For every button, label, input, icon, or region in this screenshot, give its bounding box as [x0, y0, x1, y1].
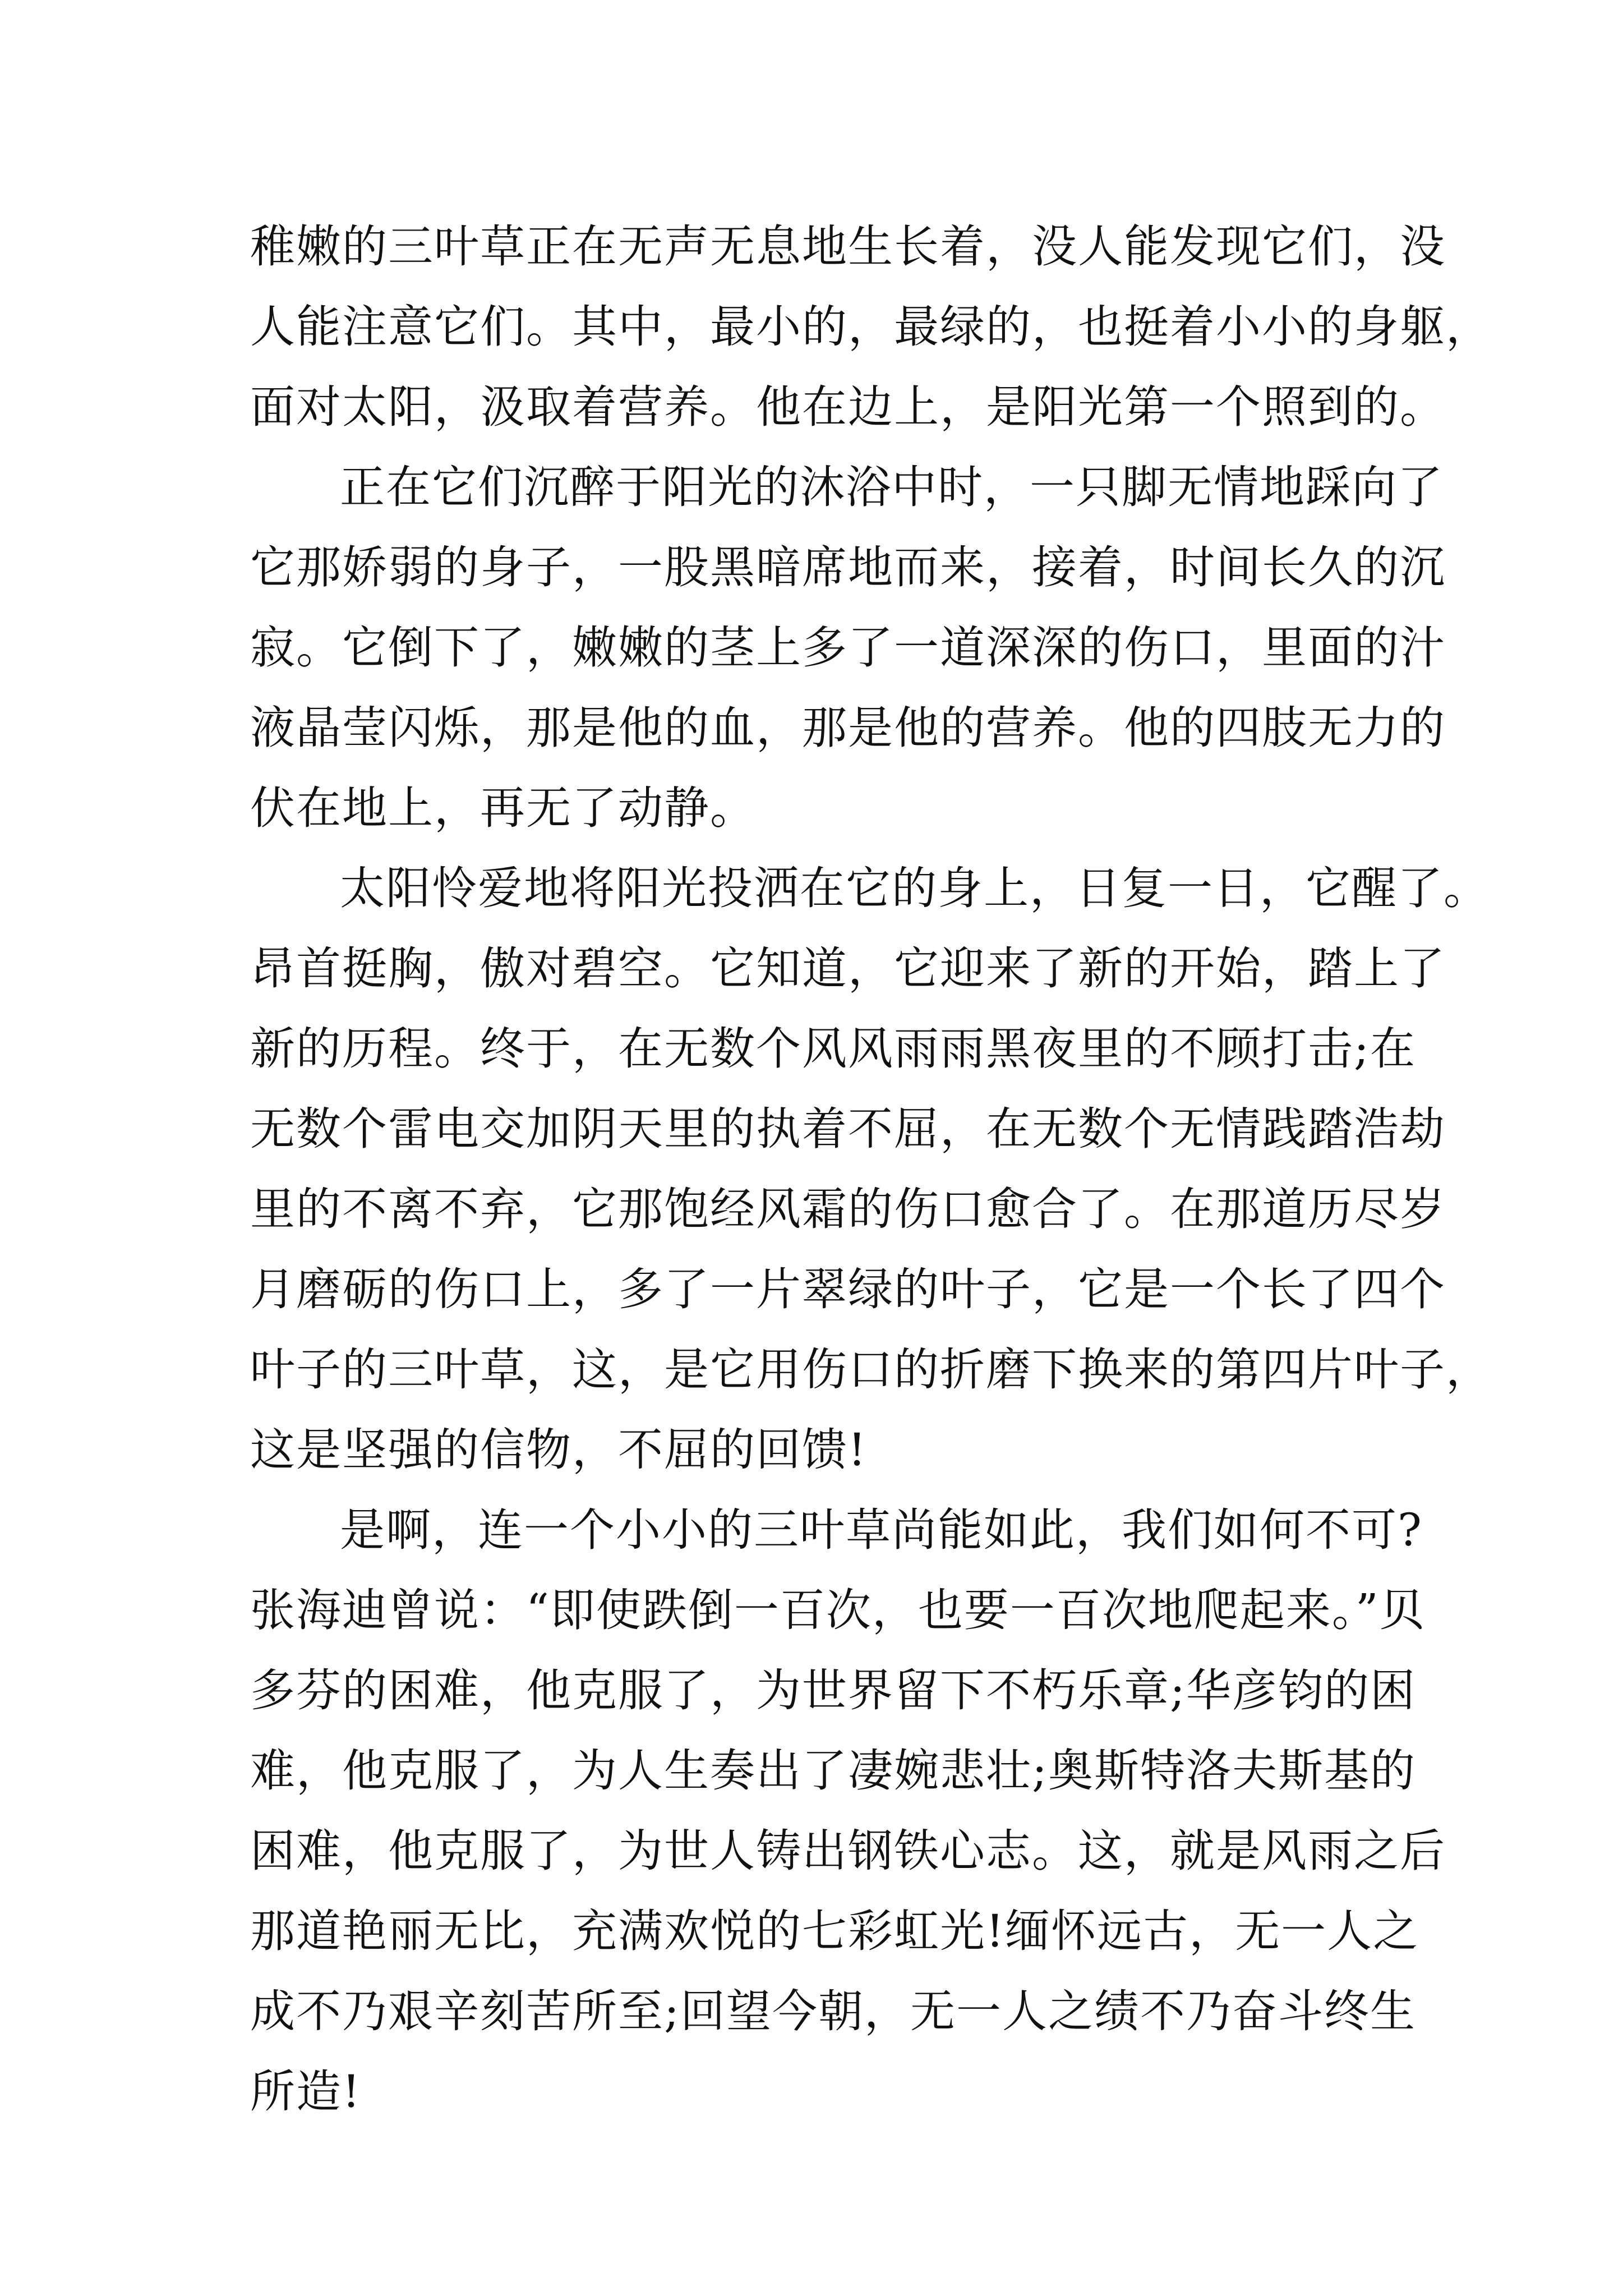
document-body	[250, 206, 1492, 2132]
paragraph-1	[250, 206, 1492, 447]
text-line: 伏在地上，再无了动静。	[250, 782, 756, 834]
text-line: 昂首挺胸，傲对碧空。它知道，它迎来了新的开始，踏上了	[250, 942, 1446, 995]
paragraph-2	[250, 447, 1446, 848]
text-line: 难，他克服了，为人生奏出了凄婉悲壮;奥斯特洛夫斯基的	[250, 1745, 1416, 1797]
text-line: 面对太阳，汲取着营养。他在边上，是阳光第一个照到的。	[250, 381, 1446, 433]
text-line: 稚嫩的三叶草正在无声无息地生长着，没人能发现它们，没	[250, 220, 1446, 273]
text-line: 所造!	[250, 2065, 362, 2118]
text-line: 里的不离不弃，它那饱经风霜的伤口愈合了。在那道历尽岁	[250, 1183, 1446, 1235]
text-line: 那道艳丽无比，充满欢悦的七彩虹光!缅怀远古，无一人之	[250, 1905, 1419, 1957]
text-line: 这是坚强的信物，不屈的回馈!	[250, 1424, 868, 1476]
text-line: 正在它们沉醉于阳光的沐浴中时，一只脚无情地踩向了	[340, 461, 1444, 513]
text-line: 是啊，连一个小小的三叶草尚能如此，我们如何不可?	[340, 1504, 1423, 1556]
text-line: 月磨砺的伤口上，多了一片翠绿的叶子，它是一个长了四个	[250, 1263, 1446, 1315]
text-line: 成不乃艰辛刻苦所至;回望今朝，无一人之绩不乃奋斗终生	[250, 1985, 1416, 2037]
text-line: 新的历程。终于，在无数个风风雨雨黑夜里的不顾打击;在	[250, 1023, 1416, 1075]
text-line: 它那娇弱的身子，一股黑暗席地而来，接着，时间长久的沉	[250, 541, 1446, 593]
text-line: 人能注意它们。其中，最小的，最绿的，也挺着小小的身躯，	[250, 301, 1492, 353]
text-line: 多芬的困难，他克服了，为世界留下不朽乐章;华彦钧的困	[250, 1664, 1416, 1717]
paragraph-4	[250, 1490, 1446, 2132]
text-line: 困难，他克服了，为世人铸出钢铁心志。这，就是风雨之后	[250, 1825, 1446, 1877]
text-line: 液晶莹闪烁，那是他的血，那是他的营养。他的四肢无力的	[250, 702, 1446, 754]
text-line: 寂。它倒下了，嫩嫩的茎上多了一道深深的伤口，里面的汁	[250, 622, 1446, 674]
text-line: 张海迪曾说：“即使跌倒一百次，也要一百次地爬起来。”贝	[250, 1584, 1426, 1636]
text-line: 无数个雷电交加阴天里的执着不屈，在无数个无情践踏浩劫	[250, 1103, 1446, 1155]
text-line: 太阳怜爱地将阳光投洒在它的身上，日复一日，它醒了。	[340, 862, 1490, 914]
text-line: 叶子的三叶草，这，是它用伤口的折磨下换来的第四片叶子，	[250, 1343, 1492, 1396]
paragraph-3	[250, 848, 1492, 1490]
